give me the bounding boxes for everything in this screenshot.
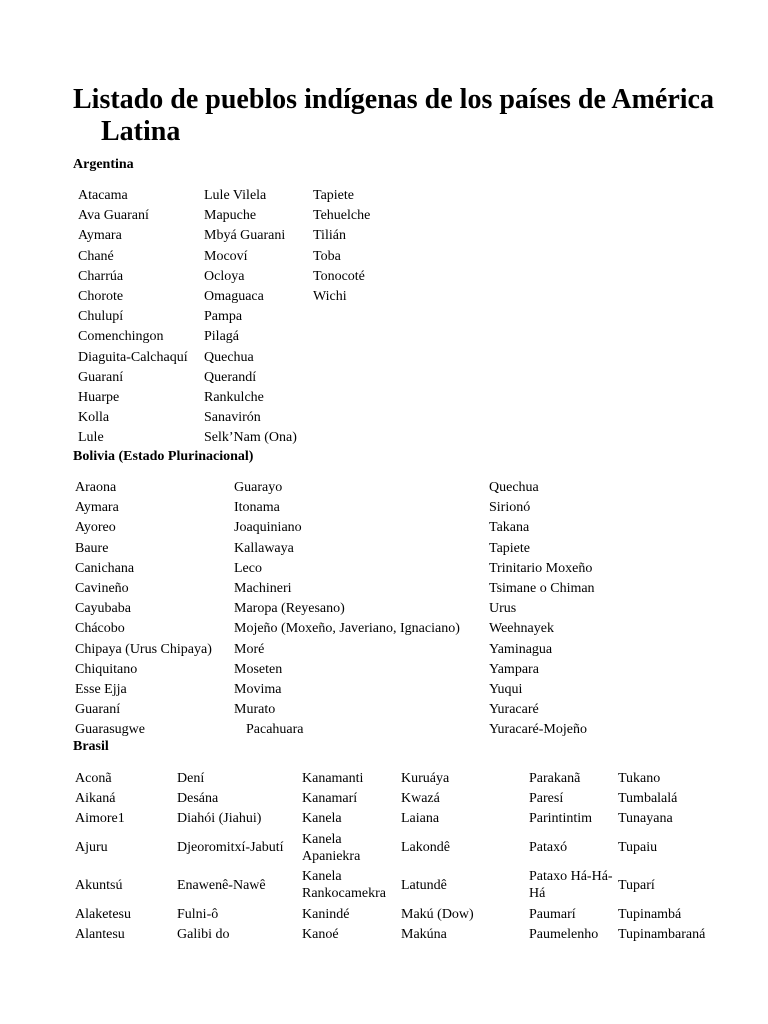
table-cell: Kuruáya: [401, 770, 450, 786]
table-cell: Weehnayek: [489, 621, 554, 637]
table-cell: Lule: [78, 430, 104, 446]
table-cell: [313, 368, 413, 388]
table-cell: Dení: [177, 770, 205, 786]
table-cell: Tapiete: [313, 188, 354, 204]
table-row: [75, 539, 619, 559]
table-cell: Pacahuara: [246, 722, 304, 738]
table-cell: Ocloya: [204, 268, 245, 284]
table-cell: Alaketesu: [75, 906, 131, 922]
table-row: [78, 206, 413, 226]
table-row: [75, 680, 619, 700]
table-cell: Chácobo: [75, 621, 125, 637]
table-row: [75, 768, 728, 788]
table-cell: Pataxó: [529, 840, 568, 856]
table-cell: Kanindé: [302, 906, 350, 922]
section-heading-argentina: Argentina: [73, 157, 134, 172]
table-row: [75, 619, 619, 639]
table-cell: Atacama: [78, 188, 128, 204]
table-cell: Querandí: [204, 369, 257, 385]
table-row: [75, 599, 619, 619]
table-cell: Leco: [234, 560, 262, 576]
table-cell: Aikaná: [75, 791, 116, 807]
table-cell: Akuntsú: [75, 877, 123, 893]
table-cell: Kanela Rankocamekra: [302, 869, 386, 902]
table-cell: Tumbalalá: [618, 791, 678, 807]
table-cell: Aymara: [75, 500, 119, 516]
table-row: [75, 498, 619, 518]
table-row: [75, 829, 728, 867]
table-row: [78, 186, 413, 206]
table-cell: Ajuru: [75, 840, 108, 856]
table-cell: Kanela: [302, 811, 342, 827]
table-cell: Charrúa: [78, 268, 124, 284]
table-cell: Tsimane o Chiman: [489, 581, 595, 597]
table-cell: Aymara: [78, 228, 122, 244]
table-row: [75, 579, 619, 599]
table-cell: Tapiete: [489, 540, 530, 556]
table-cell: Araona: [75, 480, 117, 496]
table-cell: Pampa: [204, 309, 243, 325]
table-row: [78, 267, 413, 287]
table-cell: Kwazá: [401, 791, 440, 807]
table-cell: Moseten: [234, 661, 283, 677]
table-row: [75, 478, 619, 498]
table-cell: Urus: [489, 601, 517, 617]
table-row: [75, 559, 619, 579]
table-cell: Galibi do: [177, 927, 230, 943]
table-cell: Tunayana: [618, 811, 673, 827]
table-row: [78, 348, 413, 368]
table-cell: Mapuche: [204, 208, 257, 224]
table-cell: Sanavirón: [204, 410, 261, 426]
table-cell: Machineri: [234, 581, 292, 597]
table-cell: Kallawaya: [234, 540, 294, 556]
table-cell: Ava Guaraní: [78, 208, 149, 224]
table-cell: Latundê: [401, 877, 447, 893]
table-cell: Desána: [177, 791, 219, 807]
table-cell: Selk’Nam (Ona): [204, 430, 297, 446]
table-cell: Chipaya (Urus Chipaya): [75, 641, 212, 657]
table-cell: Diahói (Jiahui): [177, 811, 262, 827]
table-cell: Aconã: [75, 770, 112, 786]
table-cell: Makúna: [401, 927, 447, 943]
table-cell: Mojeño (Moxeño, Javeriano, Ignaciano): [234, 621, 460, 637]
table-cell: Quechua: [489, 480, 539, 496]
table-cell: [313, 388, 413, 408]
table-cell: Chiquitano: [75, 661, 138, 677]
table-cell: Kanamarí: [302, 791, 358, 807]
table-cell: Yampara: [489, 661, 539, 677]
table-cell: Cayubaba: [75, 601, 131, 617]
table-cell: Paumarí: [529, 906, 576, 922]
table-cell: Parintintim: [529, 811, 592, 827]
table-cell: Aimore1: [75, 811, 125, 827]
table-row: [78, 226, 413, 246]
table-cell: Canichana: [75, 560, 135, 576]
table-cell: [313, 327, 413, 347]
table-cell: Pataxo Há-Há-Há: [529, 869, 613, 902]
table-row: [75, 720, 619, 740]
table-row: [75, 904, 728, 924]
table-cell: Lakondê: [401, 840, 450, 856]
table-row: [78, 368, 413, 388]
table-cell: [313, 348, 413, 368]
table-cell: Yuqui: [489, 681, 523, 697]
table-cell: Omaguaca: [204, 289, 264, 305]
table-cell: Murato: [234, 702, 276, 718]
table-cell: Enawenê-Nawê: [177, 877, 266, 893]
table-cell: Tukano: [618, 770, 661, 786]
table-cell: [313, 428, 413, 448]
table-cell: Guarasugwe: [75, 722, 145, 738]
table-cell: Guaraní: [78, 369, 124, 385]
table-cell: Chané: [78, 248, 114, 264]
table-row: [78, 428, 413, 448]
table-cell: Diaguita-Calchaquí: [78, 349, 188, 365]
table-cell: Guarayo: [234, 480, 283, 496]
table-row: [78, 388, 413, 408]
table-cell: Maropa (Reyesano): [234, 601, 345, 617]
table-cell: Kanamanti: [302, 770, 364, 786]
table-cell: Paresí: [529, 791, 564, 807]
table-cell: Yuracaré-Mojeño: [489, 722, 587, 738]
section-heading-bolivia: Bolivia (Estado Plurinacional): [73, 449, 254, 464]
table-cell: Alantesu: [75, 927, 125, 943]
table-row: [78, 247, 413, 267]
table-row: [75, 660, 619, 680]
table-cell: Parakanã: [529, 770, 581, 786]
table-cell: Tilián: [313, 228, 346, 244]
bolivia-table: [75, 478, 619, 740]
table-cell: Trinitario Moxeño: [489, 560, 593, 576]
table-cell: Wichi: [313, 289, 347, 305]
table-cell: Baure: [75, 540, 109, 556]
table-cell: Tehuelche: [313, 208, 371, 224]
table-cell: Moré: [234, 641, 265, 657]
brasil-table: [75, 768, 728, 945]
table-cell: Laiana: [401, 811, 440, 827]
table-cell: [313, 307, 413, 327]
table-cell: Chulupí: [78, 309, 124, 325]
table-cell: Movima: [234, 681, 282, 697]
table-row: [75, 925, 728, 945]
table-row: [78, 287, 413, 307]
table-cell: Lule Vilela: [204, 188, 267, 204]
table-row: [75, 640, 619, 660]
table-cell: Pilagá: [204, 329, 239, 345]
table-row: [78, 307, 413, 327]
table-cell: Mocoví: [204, 248, 248, 264]
page-title: Listado de pueblos indígenas de los países de América Latina: [73, 84, 714, 147]
table-cell: [313, 408, 413, 428]
table-row: [75, 809, 728, 829]
table-cell: Kanoé: [302, 927, 339, 943]
table-cell: Tupaiu: [618, 840, 658, 856]
table-cell: Rankulche: [204, 389, 264, 405]
table-cell: Guaraní: [75, 702, 121, 718]
table-cell: Tupinambá: [618, 906, 682, 922]
table-cell: Chorote: [78, 289, 124, 305]
table-cell: Ayoreo: [75, 520, 116, 536]
table-row: [75, 788, 728, 808]
table-cell: Sirionó: [489, 500, 531, 516]
table-cell: Paumelenho: [529, 927, 599, 943]
table-cell: Huarpe: [78, 389, 120, 405]
argentina-table: [78, 186, 413, 448]
table-cell: Joaquiniano: [234, 520, 302, 536]
table-cell: Djeoromitxí-Jabutí: [177, 840, 284, 856]
table-cell: Tupinambaraná: [618, 927, 706, 943]
table-cell: Cavineño: [75, 581, 129, 597]
table-cell: Kanela Apaniekra: [302, 831, 361, 864]
table-row: [75, 518, 619, 538]
table-cell: Makú (Dow): [401, 906, 474, 922]
table-cell: Comenchingon: [78, 329, 164, 345]
table-cell: Itonama: [234, 500, 280, 516]
section-heading-brasil: Brasil: [73, 739, 109, 754]
table-cell: Quechua: [204, 349, 254, 365]
table-cell: Tonocoté: [313, 268, 365, 284]
table-row: [75, 867, 728, 905]
table-cell: Kolla: [78, 410, 110, 426]
table-row: [78, 327, 413, 347]
table-cell: Esse Ejja: [75, 681, 127, 697]
table-cell: Takana: [489, 520, 530, 536]
table-cell: Yuracaré: [489, 702, 539, 718]
table-cell: Toba: [313, 248, 341, 264]
table-cell: Yaminagua: [489, 641, 553, 657]
table-cell: Mbyá Guarani: [204, 228, 286, 244]
table-cell: Fulni-ô: [177, 906, 219, 922]
table-row: [75, 700, 619, 720]
table-cell: Tuparí: [618, 877, 655, 893]
table-row: [78, 408, 413, 428]
